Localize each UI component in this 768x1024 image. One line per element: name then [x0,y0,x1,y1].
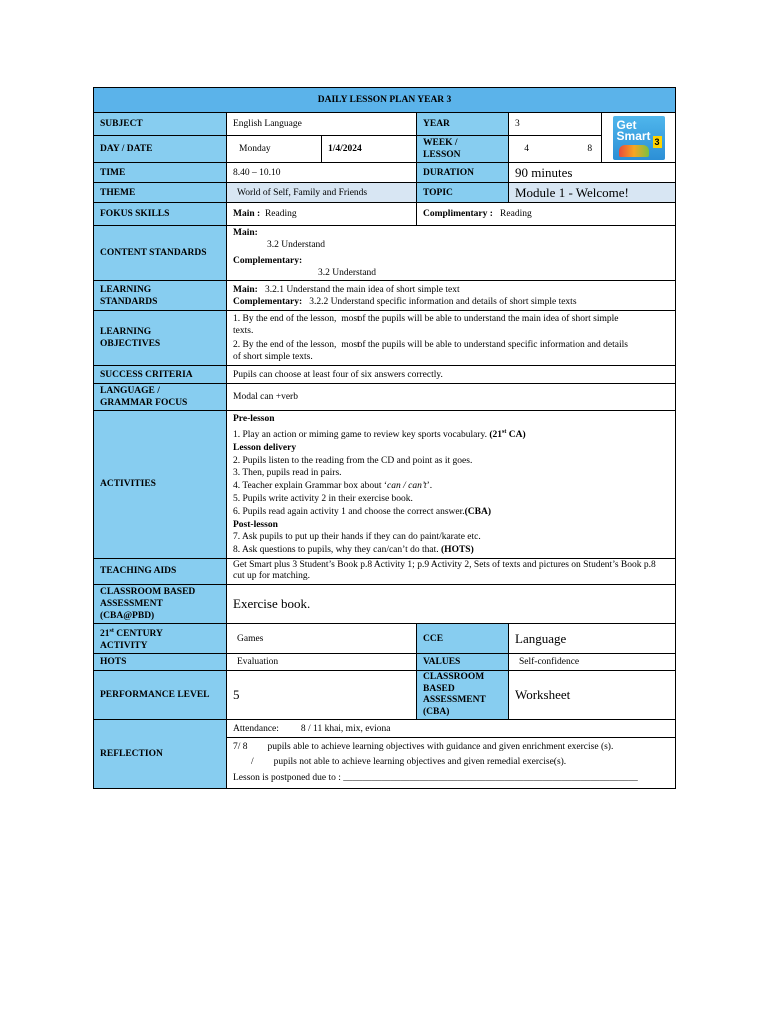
values-label: VALUES [417,654,509,671]
activity-2: 2. Pupils listen to the reading from the CD and point as it goes. [233,455,473,466]
book-illustration [619,145,649,157]
activity-8-tag: (HOTS) [441,545,474,556]
day-value: Monday [227,136,322,163]
theme-label: THEME [94,183,227,203]
cs-comp-label: Complementary: [233,256,303,266]
performance-level-value: 5 [227,671,417,720]
subject-value: English Language [227,113,417,136]
ls-comp-label: Complementary: [233,296,303,307]
activity-1-tag-end: CA) [506,429,526,440]
lo-label-1: LEARNING [100,327,152,337]
cba2-label-4: (CBA) [423,706,450,717]
teaching-aids-value: Get Smart plus 3 Student’s Book p.8 Activity 1; p.9 Activity 2, Sets of texts and pictures on Student’s Book p.8 cut up for matching. [227,558,676,584]
success-criteria-value: Pupils can choose at least four of six answers correctly. [227,366,676,384]
lo-2-wrap: of short simple texts. [233,352,313,362]
lo-label-2: OBJECTIVES [100,339,161,349]
hots-value: Evaluation [227,654,417,671]
topic-value: Module 1 - Welcome! [509,183,676,203]
activities-label: ACTIVITIES [94,411,227,559]
content-standards-label: CONTENT STANDARDS [94,226,227,281]
century-label-word: CENTURY [113,629,163,640]
ls-label-1: LEARNING [100,284,152,295]
theme-value: World of Self, Family and Friends [227,183,417,203]
activities-cell [227,411,676,559]
book-cover-cell [602,113,676,163]
activity-8: 8. Ask questions to pupils, why they can/can’t do that. [233,545,439,556]
values-value: Self-confidence [509,654,676,671]
cs-main-value: 3.2 Understand [267,240,326,250]
reflection-label: REFLECTION [94,720,227,789]
lang-label-2: GRAMMAR FOCUS [100,398,188,408]
lo-1-most: most [341,314,360,324]
cba2-label-2: BASED [423,683,455,694]
content-standards-cell [227,226,676,281]
activity-pre-lesson-heading: Pre-lesson [233,414,275,424]
lesson-plan-sheet [93,87,675,789]
year-label: YEAR [417,113,509,136]
cba-label-1: CLASSROOM BASED [100,586,196,597]
week-lesson-value [509,136,602,163]
time-label: TIME [94,163,227,183]
lesson-value: 8 [587,144,593,154]
ls-label-2: STANDARDS [100,296,158,307]
activity-6-tag: (CBA) [464,506,492,517]
week-lesson-label [417,136,509,163]
reflection-count-not-achieved: / [251,757,254,768]
reflection-cell [227,738,676,789]
cce-label: CCE [417,623,509,653]
cce-value: Language [509,623,676,653]
ls-main-label: Main: [233,284,258,295]
book-title-line1: Get [616,117,637,132]
activity-6: 6. Pupils read again activity 1 and choose the correct answer. [233,506,465,517]
week-value: 4 [524,144,529,154]
book-cover-icon [613,116,665,160]
fokus-comp-cell [417,203,676,226]
duration-label: DURATION [417,163,509,183]
century-label-activity: ACTIVITY [100,641,148,652]
cba-value: Exercise book. [227,584,676,623]
book-level-badge: 3 [654,136,660,147]
cs-main-label: Main: [233,228,258,238]
subject-label: SUBJECT [94,113,227,136]
fokus-main-label: Main : [233,209,261,219]
cs-comp-value: 3.2 Understand [318,268,377,278]
century-activity-label [94,623,227,653]
reflection-not-achieved-text: pupils not able to achieve learning objectives and given remedial exercise(s). [273,757,567,768]
attendance-value: 8 / 11 khai, mix, eviona [300,723,391,734]
duration-value: 90 minutes [509,163,676,183]
success-criteria-label: SUCCESS CRITERIA [94,366,227,384]
cba2-label-3: ASSESSMENT [423,695,486,706]
ls-main-value: 3.2.1 Understand the main idea of short simple text [264,284,460,295]
book-title-line2: Smart [616,128,651,143]
date-value: 1/4/2024 [322,136,417,163]
cba-label-2: ASSESSMENT [100,598,163,609]
lo-2-start: 2. By the end of the lesson, [233,340,337,350]
activity-3: 3. Then, pupils read in pairs. [233,468,342,479]
activity-4-end: ’. [426,481,433,492]
activity-1: 1. Play an action or miming game to review key sports vocabulary. [233,429,487,440]
hots-label: HOTS [94,654,227,671]
activity-1-tag: (21 [489,429,503,440]
cba-label [94,584,227,623]
reflection-postponed: Lesson is postponed due to : ______________________________________________________________ [233,772,638,783]
lesson-plan-table [93,87,676,789]
fokus-main-value: Reading [264,209,297,219]
cba-label-3: (CBA@PBD) [100,610,155,621]
activity-delivery-heading: Lesson delivery [233,442,297,453]
week-label: WEEK / [423,138,458,148]
ls-comp-value: 3.2.2 Understand specific information and details of short simple texts [309,296,577,307]
language-focus-label [94,384,227,411]
attendance-cell [227,720,676,738]
performance-level-label: PERFORMANCE LEVEL [94,671,227,720]
day-date-label: DAY / DATE [94,136,227,163]
topic-label: TOPIC [417,183,509,203]
fokus-comp-label: Complimentary : [423,209,493,219]
time-value: 8.40 – 10.10 [227,163,417,183]
teaching-aids-label: TEACHING AIDS [94,558,227,584]
language-focus-value: Modal can +verb [227,384,676,411]
reflection-count-achieved: 7/ 8 [233,741,248,752]
lesson-label: LESSON [423,150,461,160]
century-label-sup: st [109,627,114,634]
century-activity-value: Games [227,623,417,653]
lang-label-1: LANGUAGE / [100,386,160,396]
learning-standards-label [94,281,227,311]
reflection-achieved-text: pupils able to achieve learning objectives with guidance and given enrichment exercise (s). [267,741,614,752]
fokus-skills-label: FOKUS SKILLS [94,203,227,226]
cba2-value: Worksheet [509,671,676,720]
learning-standards-cell [227,281,676,311]
activity-4-start: 4. Teacher explain Grammar box about ‘ [233,481,388,492]
activity-4-grammar: can / can’t [387,481,427,492]
lo-1-end: of the pupils will be able to understand the main idea of short simple [357,314,619,324]
lo-2-end: of the pupils will be able to understand specific information and details [357,340,628,350]
learning-objectives-label [94,311,227,366]
activity-5: 5. Pupils write activity 2 in their exercise book. [233,493,413,504]
lo-1-wrap: texts. [233,326,254,336]
year-value: 3 [509,113,602,136]
plan-title: DAILY LESSON PLAN YEAR 3 [94,88,676,113]
attendance-label: Attendance: [233,723,279,734]
activity-7: 7. Ask pupils to put up their hands if they can do paint/karate etc. [233,532,481,543]
lo-2-most: most [341,340,360,350]
lo-1-start: 1. By the end of the lesson, [233,314,337,324]
learning-objectives-cell [227,311,676,366]
fokus-main-cell [227,203,417,226]
century-label-num: 21 [100,629,110,640]
activity-1-tag-sup: st [502,428,507,435]
cba2-label [417,671,509,720]
activity-post-lesson-heading: Post-lesson [233,519,278,530]
cba2-label-1: CLASSROOM [423,672,485,683]
fokus-comp-value: Reading [500,209,532,219]
